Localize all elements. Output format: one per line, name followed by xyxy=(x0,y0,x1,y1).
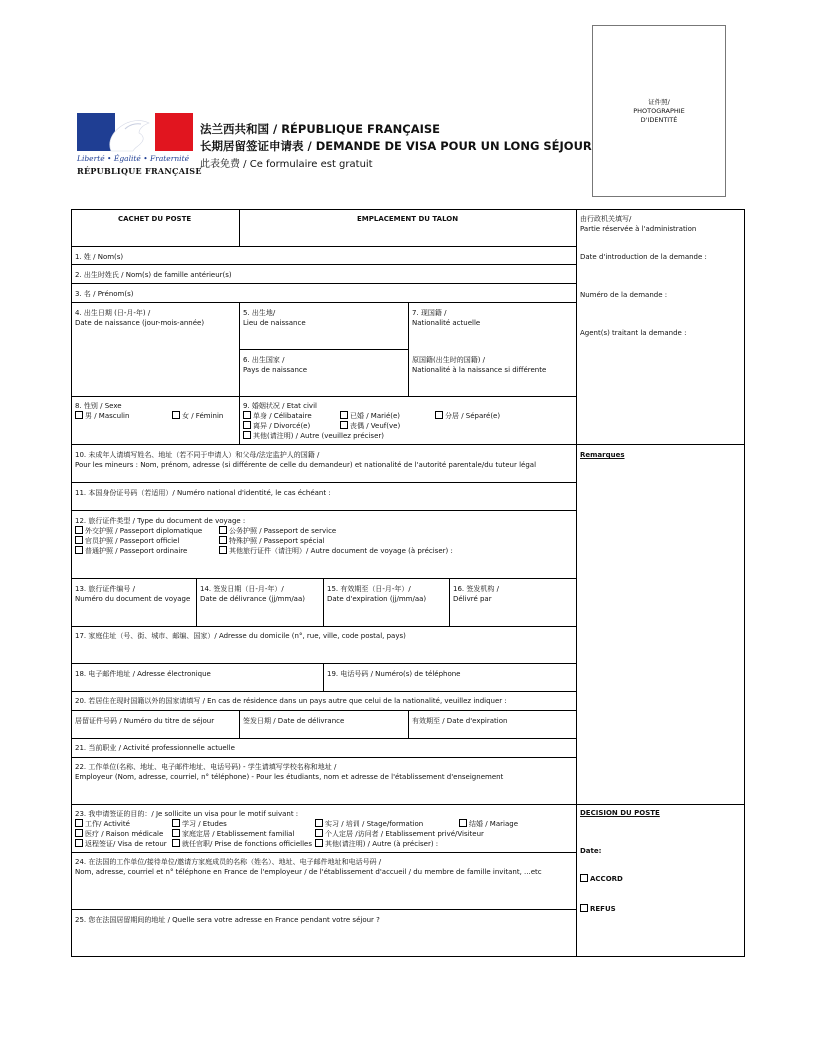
label: 外交护照 / Passeport diplomatique xyxy=(85,527,203,535)
motif-prive-visiteur[interactable] xyxy=(315,829,484,839)
field-7-nationalite[interactable]: Nationalité actuelle xyxy=(412,319,481,327)
label: 其他(请注明) / Autre (à préciser) : xyxy=(325,840,439,848)
etat-marie[interactable] xyxy=(340,411,400,421)
checkbox[interactable] xyxy=(172,839,180,847)
checkbox[interactable] xyxy=(219,536,227,544)
field-4-date-naissance[interactable]: Date de naissance (jour-mois-année) xyxy=(75,319,205,327)
logo-republic: RÉPUBLIQUE FRANÇAISE xyxy=(77,166,202,176)
label: 个人定居 /访问者 / Etablissement privé/Visiteur xyxy=(325,830,484,838)
refus-label: REFUS xyxy=(590,905,616,913)
checkbox[interactable] xyxy=(459,819,467,827)
checkbox[interactable] xyxy=(340,411,348,419)
label: 其他旅行证件（请注明）/ Autre document de voyage (à préciser) : xyxy=(229,547,453,555)
field-21-activite[interactable]: 21. 当前职业 / Activité professionnelle actuelle xyxy=(75,744,235,752)
label: 学习 / Etudes xyxy=(182,820,227,828)
marianne-flag-icon xyxy=(77,113,193,153)
admin-numero: Numéro de la demande : xyxy=(580,291,668,299)
passeport-ordinaire[interactable] xyxy=(75,546,187,556)
label: 返程签证/ Visa de retour xyxy=(85,840,167,848)
refus-checkbox[interactable] xyxy=(580,904,588,912)
republic-logo xyxy=(77,113,202,179)
admin-reserved-fr: Partie réservée à l'administration xyxy=(580,225,697,233)
admin-reserved-zh: 由行政机关填写/ xyxy=(580,215,632,223)
label: 普通护照 / Passeport ordinaire xyxy=(85,547,188,555)
label: 实习 / 培训 / Stage/formation xyxy=(325,820,424,828)
field-12-type-document: 12. 旅行证件类型 / Type du document de voyage : xyxy=(75,517,246,525)
checkbox[interactable] xyxy=(243,431,251,439)
admin-agent: Agent(s) traitant la demande : xyxy=(580,329,687,337)
checkbox[interactable] xyxy=(315,839,323,847)
passeport-special[interactable] xyxy=(219,536,325,546)
field-6-label-zh: 6. 出生国家 / xyxy=(243,356,285,364)
label: 离异 / Divorcé(e) xyxy=(253,422,311,430)
motif-fonctions-officielles[interactable] xyxy=(172,839,312,849)
field-9-etat-civil: 9. 婚姻状况 / Etat civil xyxy=(243,402,317,410)
field-11-numero-identite[interactable]: 11. 本国身份证号码（若适用）/ Numéro national d'identité, le cas échéant : xyxy=(75,489,331,497)
field-8-sexe: 8. 性别 / Sexe xyxy=(75,402,122,410)
etat-veuf[interactable] xyxy=(340,421,400,431)
field-4-label-zh: 4. 出生日期 (日-月-年) / xyxy=(75,309,151,317)
etat-separe[interactable] xyxy=(435,411,500,421)
checkbox[interactable] xyxy=(435,411,443,419)
label: 已婚 / Marié(e) xyxy=(350,412,401,420)
motif-activite[interactable] xyxy=(75,819,130,829)
etat-celibataire[interactable] xyxy=(243,411,312,421)
field-6-pays-naissance[interactable]: Pays de naissance xyxy=(243,366,308,374)
decision-date: Date: xyxy=(580,847,602,855)
decision-accord[interactable] xyxy=(580,874,623,884)
motif-etudes[interactable] xyxy=(172,819,227,829)
checkbox[interactable] xyxy=(172,829,180,837)
label: 分居 / Séparé(e) xyxy=(445,412,501,420)
header-title-republic: 法兰西共和国 / RÉPUBLIQUE FRANÇAISE xyxy=(200,122,441,136)
field-24-employeur-france[interactable]: Nom, adresse, courriel et n° téléphone en France de l'employeur / de l'établissement d'accueil / du membre de famille invitant, ...etc xyxy=(75,868,542,876)
field-14-label-zh: 14. 签发日期（日-月-年）/ xyxy=(200,585,284,593)
field-16-label-zh: 16. 签发机构 / xyxy=(453,585,499,593)
checkbox[interactable] xyxy=(219,546,227,554)
passeport-diplomatique[interactable] xyxy=(75,526,202,536)
field-10-mineurs[interactable]: Pour les mineurs : Nom, prénom, adresse (si différente de celle du demandeur) et nationalité de l'autorité parentale/du tuteur légal xyxy=(75,461,537,469)
field-19-telephone[interactable]: 19. 电话号码 / Numéro(s) de téléphone xyxy=(327,670,461,678)
field-23-motif: 23. 我申请签证的目的：/ Je sollicite un visa pour le motif suivant : xyxy=(75,810,299,818)
checkbox[interactable] xyxy=(172,819,180,827)
accord-checkbox[interactable] xyxy=(580,874,588,882)
field-1-nom[interactable]: 1. 姓 / Nom(s) xyxy=(75,253,124,261)
label: 工作/ Activité xyxy=(85,820,130,828)
field-20-residence: 20. 若居住在现时国籍以外的国家请填写 / En cas de résidence dans un pays autre que celui de la nationalité, veuillez indiquer : xyxy=(75,697,507,705)
motif-visa-retour[interactable] xyxy=(75,839,167,849)
checkbox[interactable] xyxy=(75,411,83,419)
field-20-date-expiration[interactable]: 有效期至 / Date d'expiration xyxy=(412,717,508,725)
header-title-form: 长期居留签证申请表 / DEMANDE DE VISA POUR UN LONG SÉJOUR xyxy=(200,139,592,153)
label: 其他(请注明) / Autre (veuillez préciser) xyxy=(253,432,384,440)
field-25-adresse-france[interactable]: 25. 您在法国居留期间的地址 / Quelle sera votre adresse en France pendant votre séjour ? xyxy=(75,916,380,924)
field-16-delivre-par[interactable]: Délivré par xyxy=(453,595,492,603)
checkbox[interactable] xyxy=(75,526,83,534)
checkbox[interactable] xyxy=(75,819,83,827)
checkbox[interactable] xyxy=(315,819,323,827)
field-5-label-zh: 5. 出生地/ xyxy=(243,309,276,317)
field-15-date-expiration[interactable]: Date d'expiration (jj/mm/aa) xyxy=(327,595,427,603)
checkbox[interactable] xyxy=(219,526,227,534)
etat-autre[interactable] xyxy=(243,431,384,441)
checkbox[interactable] xyxy=(172,411,180,419)
passeport-officiel[interactable] xyxy=(75,536,179,546)
label: 官员护照 / Passeport officiel xyxy=(85,537,180,545)
field-22-employeur[interactable]: Employeur (Nom, adresse, courriel, n° téléphone) - Pour les étudiants, nom et adresse de l'établissement d'enseignement xyxy=(75,773,504,781)
motif-mariage[interactable] xyxy=(459,819,518,829)
label: 就任官职/ Prise de fonctions officielles xyxy=(182,840,312,848)
logo-motto: Liberté • Égalité • Fraternité xyxy=(77,154,190,163)
label: 女 / Féminin xyxy=(182,412,224,420)
label: 特殊护照 / Passeport spécial xyxy=(229,537,325,545)
field-20-titre-sejour[interactable]: 居留证件号码 / Numéro du titre de séjour xyxy=(75,717,215,725)
checkbox[interactable] xyxy=(75,546,83,554)
talon-header: EMPLACEMENT DU TALON xyxy=(357,215,459,223)
decision-refus[interactable] xyxy=(580,904,616,914)
motif-familial[interactable] xyxy=(172,829,294,839)
checkbox[interactable] xyxy=(243,411,251,419)
field-14-date-delivrance[interactable]: Date de délivrance (jj/mm/aa) xyxy=(200,595,305,603)
passeport-service[interactable] xyxy=(219,526,336,536)
label: 医疗 / Raison médicale xyxy=(85,830,164,838)
field-10-label-zh: 10. 未成年人请填写姓名、地址（若不同于申请人）和父母/法定监护人的国籍 / xyxy=(75,451,320,459)
photo-box xyxy=(592,25,726,197)
checkbox[interactable] xyxy=(340,421,348,429)
autre-document[interactable] xyxy=(219,546,453,556)
admin-date-intro: Date d'introduction de la demande : xyxy=(580,253,707,261)
checkbox[interactable] xyxy=(315,829,323,837)
header-title-free: 此表免费 / Ce formulaire est gratuit xyxy=(200,159,373,170)
label: 家庭定居 / Etablissement familial xyxy=(182,830,295,838)
label: 男 / Masculin xyxy=(85,412,130,420)
field-13-label-zh: 13. 旅行证件编号 / xyxy=(75,585,135,593)
field-24-label-zh: 24. 在法国的工作单位/接待单位/邀请方家庭成员的名称（姓名）、地址、电子邮件地址和电话号码 / xyxy=(75,858,382,866)
label: 单身 / Célibataire xyxy=(253,412,312,420)
field-7-label-zh: 7. 现国籍 / xyxy=(412,309,447,317)
admin-remarques: Remarques xyxy=(580,451,625,459)
checkbox[interactable] xyxy=(75,839,83,847)
etat-divorce[interactable] xyxy=(243,421,310,431)
label: 丧偶 / Veuf(ve) xyxy=(350,422,401,430)
motif-autre[interactable] xyxy=(315,839,438,849)
field-7-label-origin-zh: 原国籍(出生时的国籍) / xyxy=(412,356,486,364)
checkbox[interactable] xyxy=(75,829,83,837)
motif-stage[interactable] xyxy=(315,819,423,829)
decision-header: DECISION DU POSTE xyxy=(580,809,660,817)
field-2-nom-anterieur[interactable]: 2. 出生时姓氏 / Nom(s) de famille antérieur(s) xyxy=(75,271,232,279)
cachet-header: CACHET DU POSTE xyxy=(118,215,192,223)
accord-label: ACCORD xyxy=(590,875,623,883)
field-3-prenom[interactable]: 3. 名 / Prénom(s) xyxy=(75,290,134,298)
checkbox[interactable] xyxy=(243,421,251,429)
field-17-adresse[interactable]: 17. 家庭住址（号、街、城市、邮编、国家）/ Adresse du domicile (n°, rue, ville, code postal, pays) xyxy=(75,632,406,640)
label: 公务护照 / Passeport de service xyxy=(229,527,337,535)
field-15-label-zh: 15. 有效期至（日-月-年）/ xyxy=(327,585,411,593)
field-13-numero-document[interactable]: Numéro du document de voyage xyxy=(75,595,191,603)
sexe-feminin[interactable] xyxy=(172,411,223,421)
field-22-label-zh: 22. 工作单位(名称、地址、电子邮件地址、电话号码) - 学生请填写学校名称和地址 / xyxy=(75,763,337,771)
label: 结婚 / Mariage xyxy=(469,820,518,828)
field-7-nationalite-naissance[interactable]: Nationalité à la naissance si différente xyxy=(412,366,547,374)
photo-label: 证件照/ PHOTOGRAPHIE D'IDENTITÉ xyxy=(633,97,685,124)
checkbox[interactable] xyxy=(75,536,83,544)
field-20-date-delivrance[interactable]: 签发日期 / Date de délivrance xyxy=(243,717,345,725)
motif-medical[interactable] xyxy=(75,829,163,839)
sexe-masculin[interactable] xyxy=(75,411,129,421)
field-5-lieu-naissance[interactable]: Lieu de naissance xyxy=(243,319,306,327)
field-18-email[interactable]: 18. 电子邮件地址 / Adresse électronique xyxy=(75,670,211,678)
